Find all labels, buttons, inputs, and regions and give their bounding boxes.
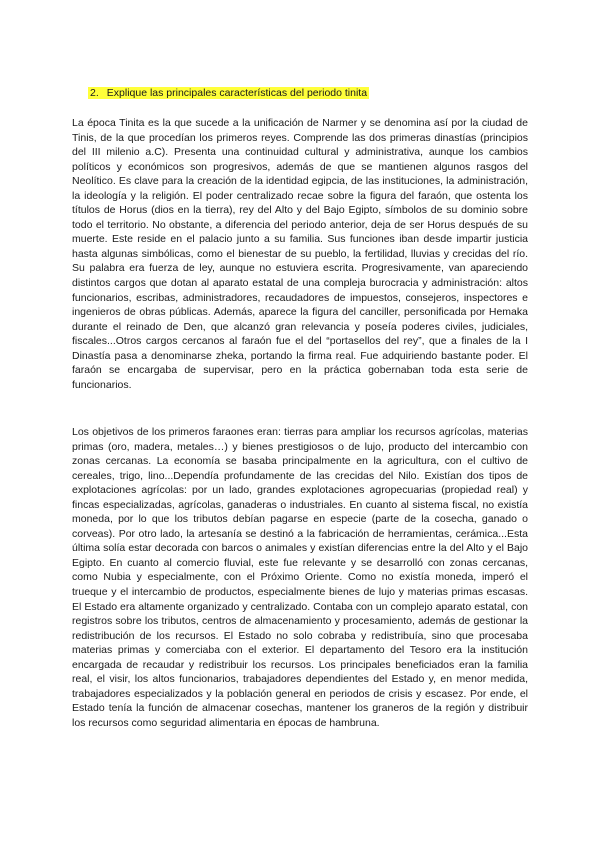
question-number: 2. [90, 87, 99, 99]
paragraph-tinite-period: La época Tinita es la que sucede a la unificación de Narmer y se denomina así por la ciudad de Tinis, de la que procedían los primeros reyes. Comprende las dos primeras dinastías (principios del III milenio a.C). Presenta una continuidad cultural y administrativa, aunque los cambios políticos y económicos son progresivos, además de que se mantienen algunos rasgos del Neolítico. Es clave para la creación de la identidad egipcia, de las instituciones, la administración, la ideología y la religión. El poder centralizado recae sobre la figura del faraón, que ostenta los títulos de Horus (dios en la tierra), rey del Alto y del Bajo Egipto, símbolos de su dominio sobre todo el territorio. No obstante, a diferencia del periodo anterior, deja de ser Horus después de su muerte. Este reside en el palacio junto a su familia. Sus funciones iban desde impartir justicia hasta algunas simbólicas, como el bienestar de su pueblo, la fertilidad, lluvias y crecidas del río. Su palabra era fuerza de ley, aunque no estuviera escrita. Progresivamente, van apareciendo distintos cargos que dotan al aparato estatal de una compleja burocracia y administración: altos funcionarios, escribas, administradores, recaudadores de impuestos, consejeros, inspectores e ingenieros de obras públicas. Además, aparece la figura del canciller, personificada por Hemaka durante el reinado de Den, que alcanzó gran relevancia y poseía poderes civiles, judiciales, fiscales...Otros cargos cercanos al faraón fue el del “portasellos del rey”, que a finales de la I Dinastía pasa a denominarse zheka, portando la firma real. Fue adquiriendo bastante poder. El faraón se encargaba de supervisar, pero en la práctica gobernaban toda esta serie de funcionarios. [72, 117, 528, 391]
question-heading [88, 86, 369, 100]
paragraph-economy: Los objetivos de los primeros faraones eran: tierras para ampliar los recursos agrícolas, materias primas (oro, madera, metales…) y bienes prestigiosos o de lujo, producto del intercambio con zonas cercanas. La economía se basaba principalmente en la agricultura, con el cultivo de cereales, trigo, lino...Dependía profundamente de las crecidas del Nilo. Existían dos tipos de explotaciones agrícolas: por un lado, grandes explotaciones agropecuarias (propiedad real) y fincas especializadas, agrícolas, ganaderas o industriales. En cuanto al sistema fiscal, no existía moneda, por lo que los tributos debían pagarse en especie (parte de la cosecha, ganado o corveas). Por otro lado, la artesanía se destinó a la fabricación de herramientas, cerámica...Esta última solía estar decorada con barcos o animales y existían diferencias entre la del Alto y el Bajo Egipto. En cuanto al comercio fluvial, este fue relevante y se desarrolló con zonas cercanas, como Nubia y especialmente, con el Próximo Oriente. Como no existía moneda, imperó el trueque y el intercambio de productos, especialmente bienes de lujo y materias primas escasas. El Estado era altamente organizado y centralizado. Contaba con un complejo aparato estatal, con registros sobre los tributos, centros de almacenamiento y procesamiento, además de gestionar la redistribución de los recursos. El Estado no solo cobraba y redistribuía, sino que procesaba materias primas y comerciaba con el exterior. El departamento del Tesoro era la institución encargada de recaudar y redistribuir los recursos. Los principales beneficiados eran la familia real, el visir, los altos funcionarios, trabajadores dependientes del Estado y, en menor medida, trabajadores especializados y la población general en periodos de crisis y escasez. Por ende, el Estado tenía la función de almacenar cosechas, mantener los graneros de la región y distribuir los recursos como seguridad alimentaria en épocas de hambruna. [72, 426, 528, 729]
question-text: Explique las principales características del periodo tinita [106, 87, 368, 99]
question-highlight [88, 87, 369, 99]
